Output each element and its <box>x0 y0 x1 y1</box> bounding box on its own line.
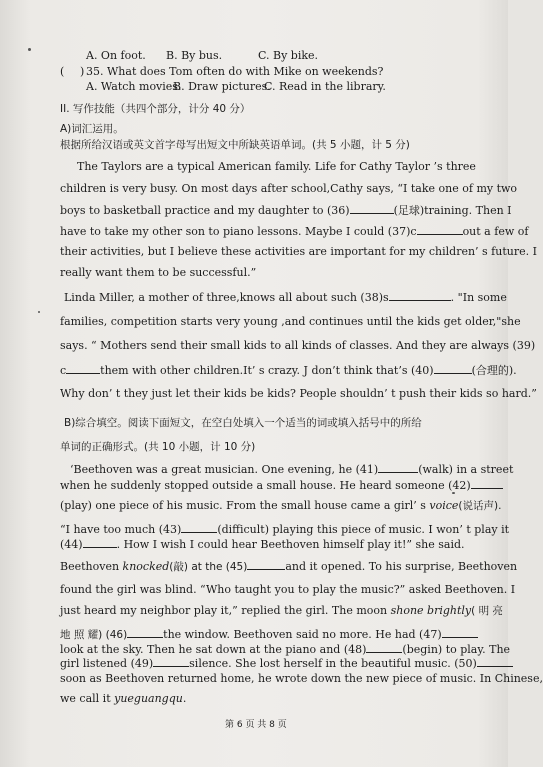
passage-b-line: when he suddenly stopped outside a small house. He heard someone (42) <box>60 478 503 493</box>
answer-blank-41[interactable] <box>378 462 418 473</box>
q34-option-b: B. By bus. <box>166 49 223 62</box>
passage-a-line: really want them to be successful.” <box>60 266 257 279</box>
q35-stem: 35. What does Tom often do with Mike on weekends? <box>86 65 384 78</box>
answer-blank-44[interactable] <box>83 537 117 548</box>
answer-blank-47[interactable] <box>442 627 478 638</box>
answer-blank-36[interactable] <box>350 203 394 214</box>
answer-blank-40[interactable] <box>434 363 472 374</box>
answer-blank-45[interactable] <box>247 559 285 570</box>
passage-a-line: boys to basketball practice and my daughter to (36) (足球)training. Then I <box>60 204 512 217</box>
q35-close-paren: ) <box>80 65 85 78</box>
q35-option-c: C. Read in the library. <box>264 80 386 93</box>
passage-a-line: have to take my other son to piano lessons. Maybe I could (37)c out a few of <box>60 225 529 238</box>
passage-b-line: (44) . How I wish I could hear Beethoven himself play it!” she said. <box>60 538 465 551</box>
q34-option-a: A. On foot. <box>86 49 146 62</box>
passage-a-line: Linda Miller, a mother of three,knows all about such (38)s . "In some <box>64 291 507 304</box>
part-a-instructions: 根据所给汉语或英文首字母写出短文中所缺英语单词。(共 5 小题，计 5 分) <box>60 139 410 151</box>
answer-blank-49[interactable] <box>153 656 189 667</box>
part-b-instructions: 单词的正确形式。(共 10 小题，计 10 分) <box>60 441 256 453</box>
answer-blank-42[interactable] <box>471 478 503 489</box>
passage-a-line: their activities, but I believe these activities are important for my children’ s future. I <box>60 245 537 258</box>
section-heading: II. 写作技能（共四个部分，计分 40 分） <box>60 103 251 115</box>
answer-blank-46[interactable] <box>127 627 163 638</box>
part-a-title: A)词汇运用。 <box>60 123 124 135</box>
answer-blank-39[interactable] <box>66 363 100 374</box>
scan-speck <box>38 311 40 313</box>
part-b-title: B)综合填空。阅读下面短文，在空白处填入一个适当的词或填入括号中的所给 <box>64 417 422 429</box>
passage-b-line: soon as Beethoven returned home, he wrote down the new piece of music. In Chinese, <box>60 672 543 685</box>
passage-b-line: (play) one piece of his music. From the small house came a girl’ s voice(说话声). <box>60 499 502 512</box>
passage-a-line: The Taylors are a typical American family. Life for Cathy Taylor ’s three <box>77 160 476 173</box>
scan-speck <box>452 492 455 494</box>
passage-b-line: look at the sky. Then he sat down at the piano and (48) (begin) to play. The <box>60 643 511 656</box>
answer-blank-50[interactable] <box>477 656 513 667</box>
passage-b-line: “I have too much (43) (difficult) playing this piece of music. I won’ t play it <box>60 523 510 536</box>
q35-open-paren: ( <box>60 65 65 78</box>
passage-b-line: girl listened (49) silence. She lost herself in the beautiful music. (50) <box>60 656 513 671</box>
passage-a-line: c them with other children.It’ s crazy. J don’t think that’s (40) (合理的). <box>60 364 517 377</box>
passage-b-line: found the girl was blind. “Who taught you to play the music?” asked Beethoven. I <box>60 583 516 596</box>
q35-option-b: B. Draw pictures. <box>173 80 271 93</box>
q34-option-c: C. By bike. <box>258 49 319 62</box>
passage-a-line: children is very busy. On most days after school,Cathy says, “I take one of my two <box>60 182 518 195</box>
q35-option-a: A. Watch movies. <box>86 80 182 93</box>
passage-b-line: we call it yueguangqu. <box>60 692 187 705</box>
page-footer: 第 6 页 共 8 页 <box>225 720 287 730</box>
passage-a-line: Why don’ t they just let their kids be kids? People shouldn’ t push their kids so hard.” <box>60 387 537 400</box>
passage-b-line: 地 照 耀) (46) the window. Beethoven said no more. He had (47) <box>60 627 478 642</box>
passage-a-line: says. “ Mothers send their small kids to all kinds of classes. And they are always (39) <box>60 339 536 352</box>
answer-blank-43[interactable] <box>181 522 217 533</box>
scan-speck <box>28 48 31 51</box>
answer-blank-37[interactable] <box>417 224 463 235</box>
answer-blank-38[interactable] <box>389 290 451 301</box>
passage-b-line: Beethoven knocked(敲) at the (45) and it opened. To his surprise, Beethoven <box>60 560 518 573</box>
passage-b-line: just heard my neighbor play it,” replied the girl. The moon shone brightly( 明 亮 <box>60 604 503 617</box>
answer-blank-48[interactable] <box>366 642 402 653</box>
passage-a-line: families, competition starts very young ,and continues until the kids get older,"she <box>60 315 521 328</box>
passage-b-line: ‘Beethoven was a great musician. One evening, he (41) (walk) in a street <box>70 463 514 476</box>
